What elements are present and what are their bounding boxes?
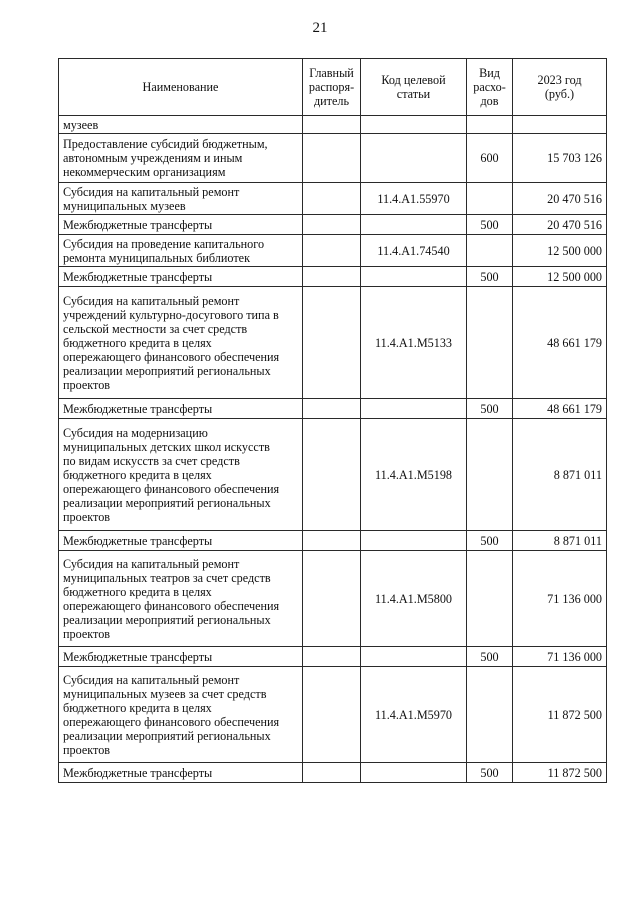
- row-expense-type: [467, 235, 513, 267]
- row-admin: [303, 551, 361, 647]
- row-admin: [303, 399, 361, 419]
- row-amount: 8 871 011: [513, 419, 607, 531]
- row-amount: 8 871 011: [513, 531, 607, 551]
- row-admin: [303, 134, 361, 183]
- row-name: Субсидия на капитальный ремонт муниципальных музеев: [59, 183, 303, 215]
- table-row: [59, 647, 607, 667]
- row-code: [361, 647, 467, 667]
- row-expense-type: 600: [467, 134, 513, 183]
- row-admin: [303, 531, 361, 551]
- row-admin: [303, 287, 361, 399]
- row-name: Межбюджетные трансферты: [59, 531, 303, 551]
- row-admin: [303, 419, 361, 531]
- table-row: [59, 531, 607, 551]
- row-code: 11.4.А1.М5198: [361, 419, 467, 531]
- header-amount: 2023 год (руб.): [513, 59, 607, 116]
- row-amount: [513, 116, 607, 134]
- table-row: [59, 235, 607, 267]
- row-expense-type: 500: [467, 531, 513, 551]
- table-row: [59, 419, 607, 531]
- row-amount: 11 872 500: [513, 763, 607, 783]
- row-name: Субсидия на капитальный ремонт муниципальных театров за счет средств бюджетного кредита в целях опережающего финансового обеспечения реализации мероприятий региональных проектов: [59, 551, 303, 647]
- row-code: [361, 399, 467, 419]
- row-expense-type: [467, 551, 513, 647]
- table-row: [59, 267, 607, 287]
- row-code: [361, 134, 467, 183]
- table-row: [59, 399, 607, 419]
- table-row: [59, 667, 607, 763]
- row-admin: [303, 183, 361, 215]
- row-name: Субсидия на модернизацию муниципальных детских школ искусств по видам искусств за счет средств бюджетного кредита в целях опережающего финансового обеспечения реализации мероприятий региональных проектов: [59, 419, 303, 531]
- row-admin: [303, 763, 361, 783]
- row-name: Межбюджетные трансферты: [59, 215, 303, 235]
- row-admin: [303, 215, 361, 235]
- row-code: 11.4.А1.М5970: [361, 667, 467, 763]
- header-admin: Главный распоря- дитель: [303, 59, 361, 116]
- table-row: [59, 183, 607, 215]
- table-row: [59, 551, 607, 647]
- row-expense-type: [467, 419, 513, 531]
- row-expense-type: 500: [467, 215, 513, 235]
- row-amount: 71 136 000: [513, 551, 607, 647]
- row-code: 11.4.А1.74540: [361, 235, 467, 267]
- row-code: [361, 267, 467, 287]
- row-amount: 11 872 500: [513, 667, 607, 763]
- row-admin: [303, 116, 361, 134]
- row-expense-type: 500: [467, 647, 513, 667]
- row-amount: 48 661 179: [513, 399, 607, 419]
- row-expense-type: 500: [467, 763, 513, 783]
- row-code: 11.4.А1.55970: [361, 183, 467, 215]
- table-row: [59, 116, 607, 134]
- row-code: [361, 763, 467, 783]
- row-expense-type: 500: [467, 399, 513, 419]
- row-admin: [303, 647, 361, 667]
- row-name: Субсидия на капитальный ремонт муниципальных музеев за счет средств бюджетного кредита в целях опережающего финансового обеспечения реализации мероприятий региональных проектов: [59, 667, 303, 763]
- row-expense-type: [467, 116, 513, 134]
- row-code: [361, 531, 467, 551]
- row-expense-type: [467, 287, 513, 399]
- header-expense-type: Вид расхо- дов: [467, 59, 513, 116]
- row-name: музеев: [59, 116, 303, 134]
- table-row: [59, 215, 607, 235]
- row-name: Субсидия на проведение капитального ремонта муниципальных библиотек: [59, 235, 303, 267]
- row-name: Субсидия на капитальный ремонт учреждений культурно-досугового типа в сельской местности за счет средств бюджетного кредита в целях опережающего финансового обеспечения реализации мероприятий региональных проектов: [59, 287, 303, 399]
- table-row: [59, 287, 607, 399]
- row-admin: [303, 667, 361, 763]
- row-amount: 20 470 516: [513, 183, 607, 215]
- table-header-row: [59, 59, 607, 116]
- row-code: 11.4.А1.М5800: [361, 551, 467, 647]
- row-admin: [303, 267, 361, 287]
- row-name: Межбюджетные трансферты: [59, 399, 303, 419]
- table-row: [59, 763, 607, 783]
- header-name: Наименование: [59, 59, 303, 116]
- row-admin: [303, 235, 361, 267]
- row-amount: 12 500 000: [513, 267, 607, 287]
- budget-table: [58, 58, 607, 783]
- row-amount: 48 661 179: [513, 287, 607, 399]
- row-amount: 15 703 126: [513, 134, 607, 183]
- row-name: Межбюджетные трансферты: [59, 763, 303, 783]
- row-name: Предоставление субсидий бюджетным, автономным учреждениям и иным некоммерческим организациям: [59, 134, 303, 183]
- row-name: Межбюджетные трансферты: [59, 267, 303, 287]
- table-row: [59, 134, 607, 183]
- row-expense-type: [467, 183, 513, 215]
- row-amount: 20 470 516: [513, 215, 607, 235]
- row-amount: 12 500 000: [513, 235, 607, 267]
- row-expense-type: [467, 667, 513, 763]
- row-name: Межбюджетные трансферты: [59, 647, 303, 667]
- row-amount: 71 136 000: [513, 647, 607, 667]
- row-code: [361, 116, 467, 134]
- row-code: [361, 215, 467, 235]
- page-number: 21: [312, 20, 328, 36]
- row-expense-type: 500: [467, 267, 513, 287]
- header-code: Код целевой статьи: [361, 59, 467, 116]
- row-code: 11.4.А1.М5133: [361, 287, 467, 399]
